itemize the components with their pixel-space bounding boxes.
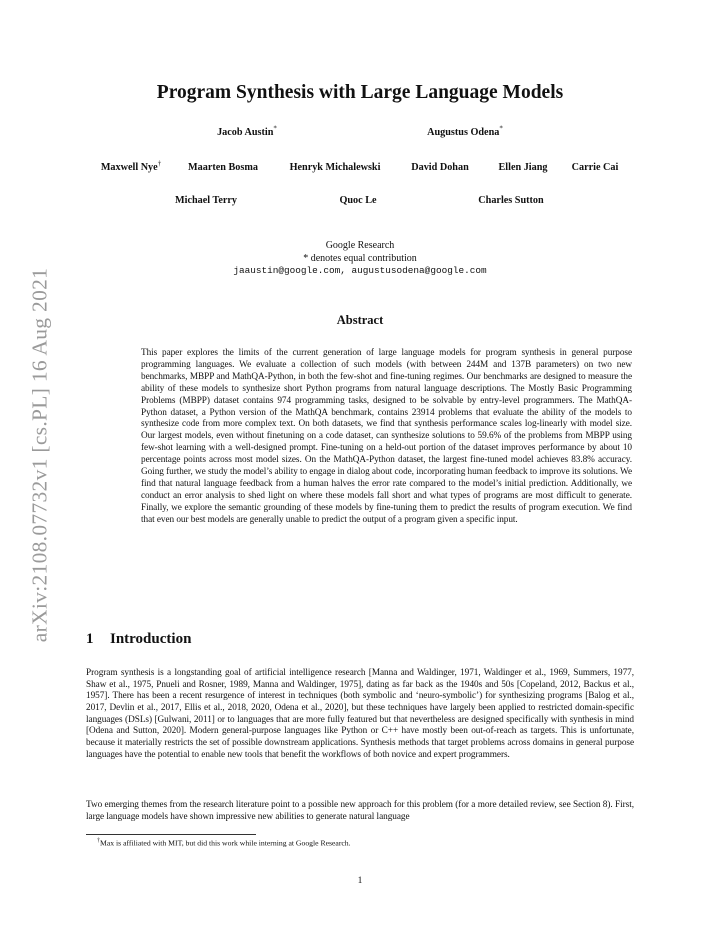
intro-paragraph-1: Program synthesis is a longstanding goal of artificial intelligence research [Manna and Waldinger, 1971, Waldinger et al., 1969, Summers, 1977, Shaw et al., 1975, Pnueli and Rosner, 1989, Manna and Waldinger, 1975], dating as far back as the 1940s and 50s [Copeland, 2012, Backus et al., 1957]. There has been a recent resurgence of interest in techniques (both symbolic and ‘neuro-symbolic’) for synthesizing programs [Balog et al., 2017, Devlin et al., 2017, Ellis et al., 2018, 2020, Odena et al., 2020], but these techniques have largely been applied to restricted domain-specific languages (DSLs) [Gulwani, 2011] or to languages that are more fully featured but that nevertheless are designed specifically with synthesis in mind [Odena and Sutton, 2020]. Modern general-purpose languages like Python or C++ have mostly been out-of-reach as targets. This is unfortunate, because it materially restricts the set of possible downstream applications. Synthesis methods that target problems across domains in general purpose languages have the potential to enable new tools that benefit the workflows of both novice and expert programmers. [86, 668, 634, 760]
affiliation-org: Google Research [325, 240, 395, 251]
abstract-heading: Abstract [336, 313, 384, 327]
author-maarten-bosma: Maarten Bosma [188, 162, 258, 173]
author-michael-terry: Michael Terry [175, 195, 237, 206]
section-number: 1 [86, 631, 94, 647]
paper-title: Program Synthesis with Large Language Models [156, 82, 564, 103]
author-jacob-austin: Jacob Austin* [217, 124, 277, 138]
section-heading-introduction [86, 631, 191, 648]
abstract-text: This paper explores the limits of the current generation of large language models for program synthesis in general purpose programming languages. We evaluate a collection of such models (with between 244M and 137B parameters) on two new benchmarks, MBPP and MathQA-Python, in both the few-shot and fine-tuning regimes. Our benchmarks are designed to measure the ability of these models to synthesize short Python programs from natural language descriptions. The Mostly Basic Programming Problems (MBPP) dataset contains 974 programming tasks, designed to be solvable by entry-level programmers. The MathQA-Python dataset, a Python version of the MathQA benchmark, contains 23914 problems that evaluate the ability of the models to synthesize code from more complex text. On both datasets, we find that synthesis performance scales log-linearly with model size. Our largest models, even without finetuning on a code dataset, can synthesize solutions to 59.6% of the problems from MBPP using few-shot learning with a well-designed prompt. Fine-tuning on a held-out portion of the dataset improves performance by about 10 percentage points across most model sizes. On the MathQA-Python dataset, the largest fine-tuned model achieves 83.8% accuracy. Going further, we study the model’s ability to engage in dialog about code, incorporating human feedback to improve its solutions. We find that natural language feedback from a human halves the error rate compared to the model’s initial prediction. Additionally, we conduct an error analysis to shed light on where these models fall short and what types of programs are most difficult to generate. Finally, we explore the semantic grounding of these models by fine-tuning them to predict the results of program execution. We find that even our best models are generally unable to predict the output of a program given a specific input. [141, 348, 632, 525]
author-ellen-jiang: Ellen Jiang [498, 162, 548, 173]
author-david-dohan: David Dohan [411, 162, 469, 173]
author-carrie-cai: Carrie Cai [571, 162, 619, 173]
section-title: Introduction [110, 631, 192, 647]
author-augustus-odena: Augustus Odena* [427, 124, 503, 138]
footnote-rule [86, 834, 256, 835]
footnote-text: Max is affiliated with MIT, but did this work while interning at Google Research. [100, 838, 351, 848]
arxiv-stamp-text: arXiv:2108.07732v1 [cs.PL] 16 Aug 2021 [27, 267, 52, 643]
intro-paragraph-2: Two emerging themes from the research literature point to a possible new approach for this problem (for a more detailed review, see Section 8). First, large language models have shown impressive new abilities to generate natural language [86, 800, 634, 822]
page-number: 1 [357, 876, 363, 886]
footnote-mark: † [97, 838, 100, 844]
author-charles-sutton: Charles Sutton [478, 195, 544, 206]
author-emails: jaaustin@google.com, augustusodena@google.com [233, 265, 487, 276]
author-henryk-michalewski: Henryk Michalewski [289, 162, 381, 173]
author-maxwell-nye: Maxwell Nye† [100, 159, 162, 173]
author-quoc-le: Quoc Le [339, 195, 377, 206]
footnote [97, 838, 351, 848]
affiliation-block [0, 240, 720, 278]
equal-contribution-note: * denotes equal contribution [303, 252, 417, 264]
